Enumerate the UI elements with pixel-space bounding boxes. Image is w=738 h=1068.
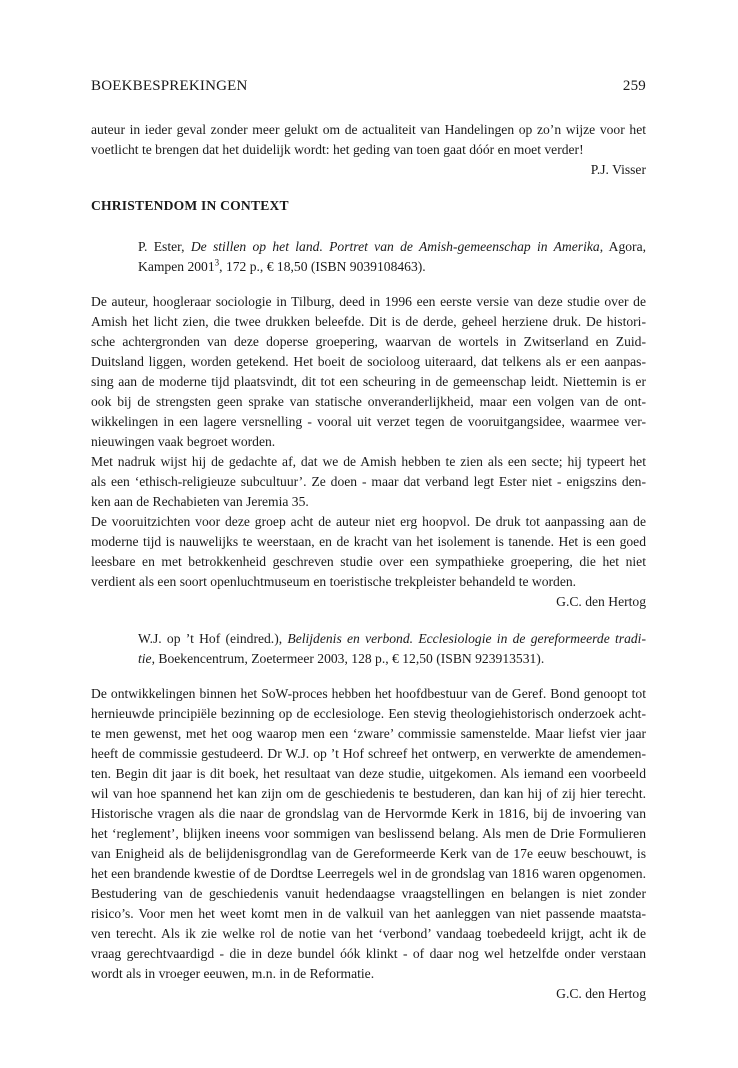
signature: P.J. Visser xyxy=(590,162,646,177)
text-line: te men gewenst, met het oog waarop men een ‘zware’ commissie samenstelde. Maar liefst vier jaar xyxy=(91,726,646,741)
ref-author: W.J. op ’t Hof (eindred.), xyxy=(138,631,288,646)
intro-paragraph xyxy=(91,120,646,180)
review-2-body xyxy=(91,684,646,1004)
text-line: Amish het licht zien, die twee drukken beleefde. Dit is de derde, geheel herziene druk. De histori- xyxy=(91,314,646,329)
text-line: De ontwikkelingen binnen het SoW-proces hebben het hoofdbestuur van de Geref. Bond genoopt tot xyxy=(91,686,646,701)
ref-details: , Boekencentrum, Zoetermeer 2003, 128 p., € 12,50 (ISBN 923913531). xyxy=(151,651,545,666)
text-line: heeft de commissie gestudeerd. Dr W.J. op ’t Hof schreef het ontwerp, en verwerkte de amendemen- xyxy=(91,746,646,761)
reference-line xyxy=(138,257,646,277)
text-line: risico’s. Voor men het weet komt men in de valkuil van het aanleggen van niet passende maatsta- xyxy=(91,906,646,921)
text-line: Met nadruk wijst hij de gedachte af, dat we de Amish hebben te zien als een secte; hij typeert het xyxy=(91,454,646,469)
reference-line xyxy=(138,237,646,257)
header-title: BOEKBESPREKINGEN xyxy=(91,78,248,94)
text-line: Historische vragen als die naar de grondslag van de Hervormde Kerk in 1816, bij de invoering van xyxy=(91,806,646,821)
text-line: De auteur, hoogleraar sociologie in Tilburg, deed in 1996 een eerste versie van deze studie over de xyxy=(91,294,646,309)
review-1-body xyxy=(91,292,646,612)
ref-title: De stillen op het land. Portret van de Amish-gemeenschap in Amerika xyxy=(190,239,600,254)
page-number: 259 xyxy=(622,78,646,94)
ref-publisher: , Agora, xyxy=(599,239,646,254)
text-line: ken aan de Rechabieten van Jeremia 35. xyxy=(91,494,309,509)
text-line: wikkelingen in een lagere versnelling - vooral uit verzet tegen de vooruitgangsidee, waarmee ver- xyxy=(91,414,646,429)
text-line: hernieuwde principiële bezinning op de ecclesiologe. Een stevig theologiehistorisch onderzoek acht- xyxy=(91,706,646,721)
text-line: ook bij de strengsten geen sprake van statische onveranderlijkheid, maar een volgen van de ont- xyxy=(91,394,646,409)
text-line: vraag gerechtvaardigd - die in deze bundel óók klinkt - of daar nog wel hetzelfde onder verstaan xyxy=(91,946,646,961)
ref-author: P. Ester, xyxy=(138,239,191,254)
ref-place-year: Kampen 2001 xyxy=(138,259,215,274)
text-line: wordt als in vroeger eeuwen, m.n. in de Reformatie. xyxy=(91,966,375,981)
text-line: De vooruitzichten voor deze groep acht de auteur niet erg hoopvol. De druk tot aanpassing aan de xyxy=(91,514,646,529)
ref-title-cont: tie xyxy=(138,651,152,666)
text-line: Bestudering van de geschiedenis vanuit hedendaagse vraagstellingen en belangen is niet zonder xyxy=(91,886,646,901)
text-line: sing aan de moderne tijd plaatsvindt, dit tot een scheuring in de gemeenschap leidt. Niettemin is er xyxy=(91,374,646,389)
text-line: auteur in ieder geval zonder meer gelukt om de actualiteit van Handelingen op zo’n wijze voor het xyxy=(91,122,646,137)
text-line: nieuwingen vaak begroet worden. xyxy=(91,434,276,449)
text-line: moderne tijd is nauwelijks te weerstaan, en de kracht van het isolement is tanende. Het is een goed xyxy=(91,534,646,549)
reference-line xyxy=(138,629,646,649)
signature: G.C. den Hertog xyxy=(556,986,646,1001)
text-line: van Enigheid als de belijdenisgrondlag van de Gereformeerde Kerk van de 17e eeuw beschouwt, is xyxy=(91,846,646,861)
text-line: sche achtergronden van deze doperse groepering, waarvan de wortels in Zwitserland en Zuid- xyxy=(91,334,646,349)
text-line: als een ‘ethisch-religieuze subcultuur’. Ze doen - maar dat verband legt Ester niet - enigszins den- xyxy=(91,474,646,489)
text-line: leesbare en met betrokkenheid geschreven studie over een sympathieke groepering, die het niet xyxy=(91,554,646,569)
text-line: Duitsland liggen, worden getekend. Het boeit de socioloog uiteraard, dat telkens als er een aanpas- xyxy=(91,354,646,369)
text-line: ten. Begin dit jaar is dit boek, het resultaat van deze studie, uitgekomen. Als iemand een voorbeeld xyxy=(91,766,646,781)
ref-title: Belijdenis en verbond. Ecclesiologie in de gereformeerde tradi- xyxy=(287,631,646,646)
running-header xyxy=(91,78,646,98)
section-title: CHRISTENDOM IN CONTEXT xyxy=(91,198,289,213)
text-line: verdient als een soort openluchtmuseum en toeristische trekpleister behandeld te worden. xyxy=(91,574,577,589)
ref-details: , 172 p., € 18,50 (ISBN 9039108463). xyxy=(219,259,426,274)
text-line: ven terecht. Als ik zie welke rol de notie van het ‘verbond’ vandaag toebedeeld krijgt, acht ik de xyxy=(91,926,646,941)
signature: G.C. den Hertog xyxy=(556,594,646,609)
book-reference-2 xyxy=(138,629,646,669)
text-line: het een brandende kwestie of de Dordtse Leerregels wel in de grondslag van 1816 waren opgenomen. xyxy=(91,866,646,881)
ref-edition: 3 xyxy=(214,257,220,268)
text-line: wil van hoe spannend het kan zijn om de geschiedenis te bestuderen, dan kan hij of zij hier terecht. xyxy=(91,786,646,801)
text-line: het ‘reglement’, blijken ineens voor sommigen van beslissend belang. Als men de Drie Formulieren xyxy=(91,826,646,841)
text-line: voetlicht te brengen dat het duidelijk wordt: het geding van toen gaat dóór en moet verder! xyxy=(91,142,584,157)
reference-line xyxy=(138,649,646,669)
book-reference-1 xyxy=(138,237,646,277)
